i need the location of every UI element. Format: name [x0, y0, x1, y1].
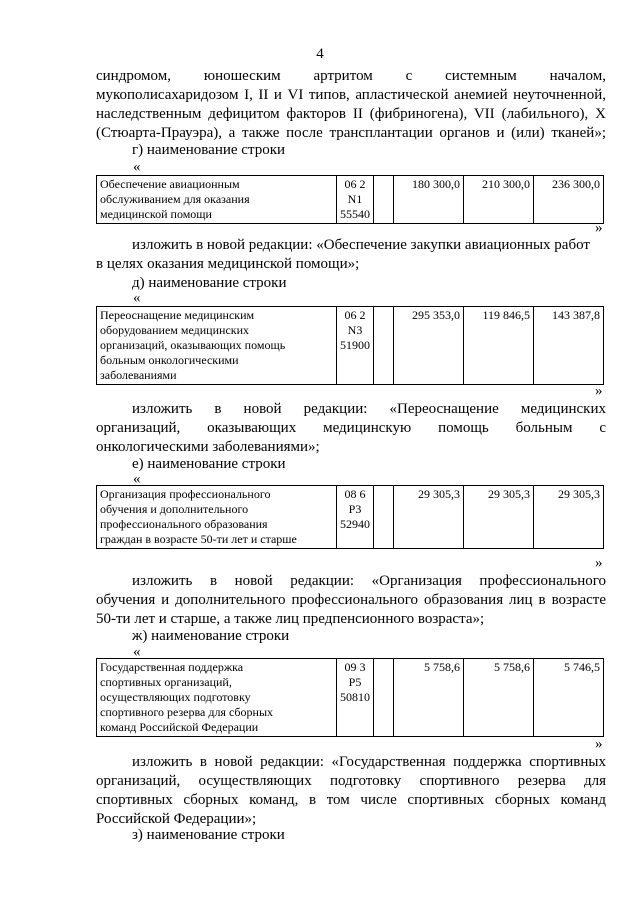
replacement-paragraph: [96, 400, 606, 457]
text-line: онкологическими заболеваниями»;: [96, 439, 320, 455]
text-line: изложить в новой редакции: «Организация профессионального: [132, 573, 606, 589]
value-cell: 236 300,0: [534, 176, 604, 224]
budget-row-table: [96, 175, 604, 224]
text-line: организаций, оказывающих медицинскую помощь больным с: [96, 420, 606, 436]
value-cell: 143 387,8: [534, 307, 604, 385]
value-cell: 5 758,6: [394, 659, 464, 737]
text-line: спортивных сборных команд, в том числе спортивных сборных команд: [96, 792, 606, 808]
row-code-cell: 08 6 P3 52940: [337, 486, 374, 549]
section-heading: е) наименование строки: [132, 456, 286, 472]
replacement-paragraph: [96, 572, 606, 629]
text-line: в целях оказания медицинской помощи»;: [96, 256, 360, 272]
empty-cell: [374, 659, 394, 737]
empty-cell: [374, 176, 394, 224]
row-name-cell: Переоснащение медицинским оборудованием медицинских организаций, оказывающих помощь больным онкологическими заболеваниями: [97, 307, 337, 385]
row-code-cell: 06 2 N1 55540: [337, 176, 374, 224]
text-line: (Стюарта-Прауэра), а также после трансплантации органов и (или) тканей»;: [96, 125, 606, 141]
open-quote: «: [133, 644, 141, 660]
budget-row-table: [96, 658, 604, 737]
section-heading: ж) наименование строки: [132, 628, 290, 644]
section-heading: з) наименование строки: [132, 827, 285, 843]
open-quote: «: [133, 290, 141, 306]
text-line: изложить в новой редакции: «Государственная поддержка спортивных: [132, 754, 606, 770]
text-line: изложить в новой редакции: «Обеспечение закупки авиационных работ: [132, 237, 590, 253]
value-cell: 29 305,3: [464, 486, 534, 549]
section-heading: д) наименование строки: [132, 275, 287, 291]
budget-row-table: [96, 306, 604, 385]
open-quote: «: [133, 159, 141, 175]
text-line: наследственным дефицитом факторов II (фибриногена), VII (лабильного), X: [96, 106, 606, 122]
text-line: 50-ти лет и старше, а также лиц предпенсионного возраста»;: [96, 611, 485, 627]
text-line: мукополисахаридозом I, II и VI типов, апластической анемией неуточненной,: [96, 87, 606, 103]
value-cell: 5 758,6: [464, 659, 534, 737]
replacement-paragraph: [96, 236, 606, 274]
text-line: изложить в новой редакции: «Переоснащение медицинских: [132, 401, 606, 417]
budget-row-table: [96, 485, 604, 549]
value-cell: 119 846,5: [464, 307, 534, 385]
row-code-cell: 09 3 P5 50810: [337, 659, 374, 737]
close-quote: »: [595, 383, 603, 399]
row-name-cell: Государственная поддержка спортивных организаций, осуществляющих подготовку спортивного резерва для сборных команд Российской Федерации: [97, 659, 337, 737]
text-line: организаций, осуществляющих подготовку спортивного резерва для: [96, 773, 606, 789]
value-cell: 29 305,3: [534, 486, 604, 549]
empty-cell: [374, 307, 394, 385]
intro-paragraph: [96, 67, 606, 143]
text-line: Российской Федерации»;: [96, 811, 257, 827]
text-line: синдромом, юношеским артритом с системным началом,: [96, 68, 606, 84]
value-cell: 295 353,0: [394, 307, 464, 385]
value-cell: 210 300,0: [464, 176, 534, 224]
close-quote: »: [595, 736, 603, 752]
text-line: обучения и дополнительного профессионального образования лиц в возрасте: [96, 592, 606, 608]
row-name-cell: Обеспечение авиационным обслуживанием для оказания медицинской помощи: [97, 176, 337, 224]
value-cell: 29 305,3: [394, 486, 464, 549]
section-heading: г) наименование строки: [132, 142, 286, 158]
value-cell: 5 746,5: [534, 659, 604, 737]
replacement-paragraph: [96, 753, 606, 829]
empty-cell: [374, 486, 394, 549]
close-quote: »: [595, 220, 603, 236]
row-code-cell: 06 2 N3 51900: [337, 307, 374, 385]
close-quote: »: [595, 555, 603, 571]
open-quote: «: [133, 471, 141, 487]
page-number: 4: [316, 46, 324, 62]
value-cell: 180 300,0: [394, 176, 464, 224]
row-name-cell: Организация профессионального обучения и дополнительного профессионального образования граждан в возрасте 50-ти лет и старше: [97, 486, 337, 549]
